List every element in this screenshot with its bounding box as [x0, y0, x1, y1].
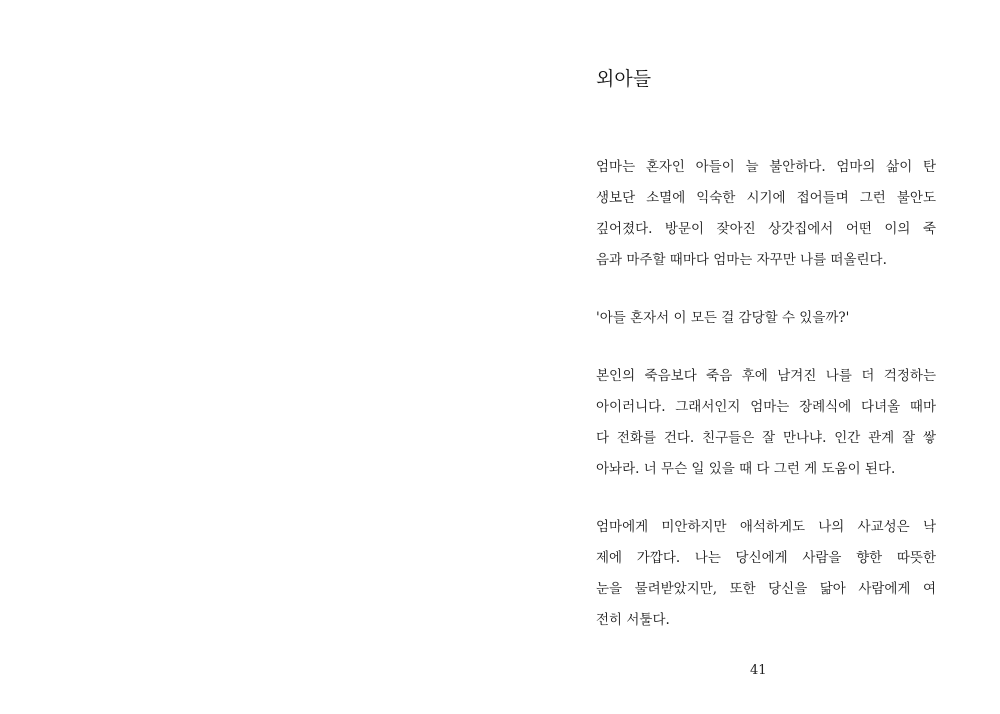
text-line: '아들 혼자서 이 모든 걸 감당할 수 있을까?': [596, 310, 850, 326]
chapter-title: 외아들: [596, 68, 652, 90]
text-line: 엄마는 혼자인 아들이 늘 불안하다. 엄마의 삶이 탄: [596, 159, 936, 175]
text-line: 눈을 물려받았지만, 또한 당신을 닮아 사람에게 여: [596, 581, 936, 597]
paragraph: [596, 303, 936, 334]
text-line: 본인의 죽음보다 죽음 후에 남겨진 나를 더 걱정하는: [596, 368, 936, 384]
right-page: [500, 0, 1000, 714]
paragraph: [596, 512, 936, 636]
text-line: 제에 가깝다. 나는 당신에게 사람을 향한 따뜻한: [596, 550, 936, 566]
text-line: 엄마에게 미안하지만 애석하게도 나의 사교성은 낙: [596, 519, 936, 535]
text-line: 전히 서툴다.: [596, 612, 670, 628]
text-line: 생보단 소멸에 익숙한 시기에 접어들며 그런 불안도: [596, 190, 936, 206]
body-text: [596, 152, 936, 663]
text-line: 아이러니다. 그래서인지 엄마는 장례식에 다녀올 때마: [596, 399, 936, 415]
text-line: 깊어졌다. 방문이 잦아진 상갓집에서 어떤 이의 죽: [596, 221, 936, 237]
text-line: 음과 마주할 때마다 엄마는 자꾸만 나를 떠올린다.: [596, 252, 887, 268]
paragraph: [596, 152, 936, 276]
text-line: 다 전화를 건다. 친구들은 잘 만나냐. 인간 관계 잘 쌓: [596, 430, 936, 446]
page-number: 41: [750, 663, 767, 678]
text-line: 아놔라. 너 무슨 일 있을 때 다 그런 게 도움이 된다.: [596, 461, 896, 477]
paragraph: [596, 361, 936, 485]
